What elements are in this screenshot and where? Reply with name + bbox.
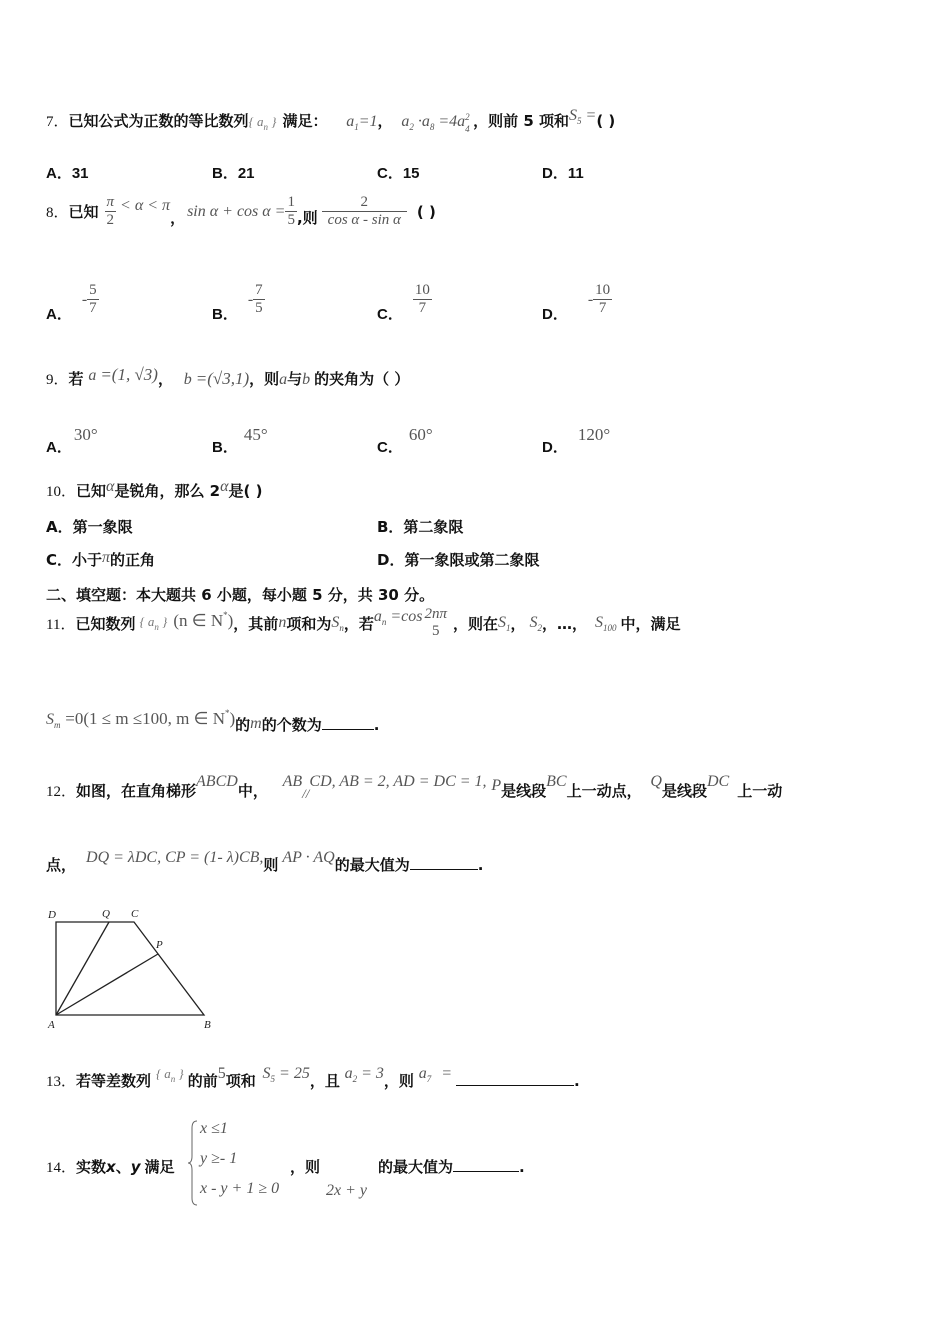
q14-tail: 的最大值为 . [378, 1158, 525, 1176]
q7-option-a[interactable]: A．31 [46, 165, 89, 182]
q10-text2: 是锐角，那么 2 [114, 482, 221, 500]
q9-vec-a: a =(1, √3) [88, 365, 158, 384]
q9-a2: a [279, 371, 288, 388]
q8-ineq: < α < π [120, 196, 171, 214]
q7-sep: ， [377, 112, 393, 130]
q10-text3: 是( ) [228, 482, 263, 500]
q9-text1: 若 [68, 370, 84, 388]
label-p: P [156, 939, 163, 951]
q8-paren: ( ) [416, 202, 436, 221]
q12-q: Q [650, 773, 662, 790]
q13-text2: 的前 [187, 1072, 218, 1090]
segment-ap [56, 954, 158, 1015]
q12-text1: 如图，在直角梯形 [76, 782, 197, 800]
q14-expr: 2x + y [326, 1182, 367, 1199]
q12-number: 12． [46, 784, 77, 800]
label-b: B [204, 1019, 211, 1031]
q11-number: 11． [46, 616, 76, 633]
q11-n: n [278, 614, 287, 631]
q14-constraint-2: y ≥- 1 [200, 1150, 238, 1167]
q14-constraint-1: x ≤1 [200, 1120, 228, 1137]
q13-text1: 若等差数列 [76, 1072, 152, 1090]
q13-line: 13．若等差数列 { $a_n$ } 的前5项和 $S_5 = 25$，且 $a_2 = 3$，则 $a_7$ = . [46, 1065, 580, 1090]
q12-text5: 是线段 [661, 782, 707, 800]
q14-y: y [130, 1158, 141, 1176]
q7-seq: { $a_n$ } [248, 114, 277, 132]
q11-Sm: $S_m$ [46, 711, 61, 730]
q14-line: 14．实数x、y 满足 [46, 1158, 175, 1176]
q12-lens: , AB = 2, AD = DC = 1, [331, 773, 487, 790]
q12-figure [44, 904, 224, 1034]
q9-option-d[interactable]: D．120° [542, 425, 611, 456]
q10-option-c[interactable]: C．小于π的正角 [46, 549, 156, 569]
q13-five: 5 [217, 1065, 226, 1082]
q11-text3: 项和为 [286, 614, 332, 633]
q11-text6: 中，满足 [620, 614, 681, 633]
q12-cd: CD [309, 773, 332, 790]
q11-line2-cond: =0(1 ≤ m ≤100, m ∈ N*) [65, 708, 236, 728]
q10-number: 10． [46, 484, 77, 500]
q8-text2: ,则 [296, 209, 318, 227]
q11-line1: 11． 已知数列 { $a_n$ } (n ∈ N*) ，其前 n 项和为 $S_n$ ，若 $a_n =\cos$ 2nπ 5 ，则在 $S_1$ ， $S_2$ ，…， $S_{100}$ 中，满足 [46, 606, 681, 639]
q9-text3: 与 [287, 370, 303, 388]
q13-text4: ，且 [309, 1072, 340, 1090]
q10-option-a[interactable]: A．第一象限 [46, 518, 133, 536]
q8-number: 8． [46, 205, 69, 221]
q13-text5: ，则 [383, 1072, 414, 1090]
q9-option-b[interactable]: B．45° [212, 425, 268, 456]
q11-line2: $S_m =0(1 \le m \le 100$, m ∈ N*)的m的个数为 . [46, 708, 380, 734]
q14-x: x [106, 1158, 116, 1176]
q11-text2: ，其前 [233, 614, 279, 633]
q8-option-c[interactable]: C． $\frac{10}{7}$ [377, 282, 430, 323]
q14-text1: 实数 [76, 1158, 107, 1176]
segment-aq [56, 922, 109, 1015]
q7-paren: ( ) [596, 112, 616, 130]
q12-p: P [491, 777, 502, 794]
q9-option-c[interactable]: C．60° [377, 425, 433, 456]
q13-seq: { $a_n$ } [155, 1066, 184, 1084]
q9-comma: ， [157, 370, 173, 388]
q11-S1: $S_1$ [498, 613, 511, 633]
q11-text7: 的 [235, 716, 251, 734]
q14-text2: 满足 [144, 1158, 175, 1176]
q12-text6: 上一动 [737, 782, 783, 800]
q13-number: 13． [46, 1074, 77, 1090]
q14-constraint-3: x - y + 1 ≥ 0 [200, 1180, 280, 1197]
q8-text1: 已知 [68, 203, 99, 221]
q11-cond: (n ∈ N*) [173, 609, 234, 630]
q12-bc: BC [546, 773, 567, 790]
q11-an: $a_n =\cos$ [373, 607, 423, 627]
q10-alpha2: α [220, 478, 229, 495]
q13-a2: $a_2 = 3$ [344, 1065, 384, 1084]
q7-option-d[interactable]: D．11 [542, 165, 584, 182]
q7-cond1: $a_1=1$ [346, 113, 378, 132]
q9-number: 9． [46, 372, 69, 388]
q7-text2: 满足： [282, 112, 328, 130]
label-q: Q [102, 908, 110, 920]
q14-number: 14． [46, 1160, 77, 1176]
q12-line2-expr: DQ = λDC, CP = (1- λ)CB, [86, 849, 264, 866]
label-d: D [48, 909, 56, 921]
q11-frac: 2nπ 5 [424, 606, 447, 639]
q7-text1: 已知公式为正数的等比数列 [68, 112, 249, 130]
q13-answer-blank[interactable] [456, 1073, 574, 1086]
q9-line [46, 365, 410, 389]
section2-title: 二、填空题：本大题共 6 小题，每小题 5 分，共 30 分。 [46, 586, 435, 604]
q7-sum: $S_5$ = [569, 107, 597, 126]
q12-answer-blank[interactable] [410, 857, 478, 870]
q7-option-b[interactable]: B．21 [212, 165, 255, 182]
q12-text2: 中， [237, 782, 268, 800]
label-c: C [131, 908, 139, 920]
q12-abcd: ABCD [196, 773, 238, 790]
q14-answer-blank[interactable] [453, 1159, 519, 1172]
q10-option-b[interactable]: B．第二象限 [377, 518, 464, 536]
q8-line [46, 194, 436, 229]
q8-frac2: $\frac{1}{5}$ [287, 194, 295, 228]
q11-text8: 的个数为 [261, 716, 322, 734]
q7-text3: ，则前 5 项和 [473, 112, 570, 130]
q9-vec-b: b =(√3,1) [183, 369, 250, 388]
q11-S2: $S_2$ [529, 613, 543, 633]
q11-answer-blank[interactable] [322, 717, 374, 730]
q12-ab: AB [282, 773, 303, 790]
q13-S5: $S_5 = 25$ [262, 1065, 310, 1084]
q11-S100: $S_{100}$ [595, 613, 617, 633]
q8-option-b[interactable]: B． - $\frac{7}{5}$ [212, 282, 263, 323]
q12-dc: DC [706, 773, 730, 790]
q11-seq: { $a_n$ } [139, 614, 168, 632]
q12-line2: 点， DQ = λDC, CP = (1- λ)CB,则 AP · AQ的最大值为 . [46, 849, 484, 874]
q8-comma: ， [170, 209, 186, 227]
q13-text3: 项和 [225, 1072, 256, 1090]
q10-alpha: α [106, 478, 115, 495]
q14-text3: ，则 [290, 1158, 321, 1176]
q10-option-d[interactable]: D．第一象限或第二象限 [377, 551, 540, 569]
q7-number: 7． [46, 114, 69, 130]
q12-text3: 是线段 [501, 782, 547, 800]
q8-frac3: $\frac{2}{\text{cos α - sin α}}$ [322, 194, 407, 229]
q8-expr: sin α + cos α = [187, 202, 286, 220]
q9-text2: ，则 [249, 370, 280, 388]
q12-line1: 12．如图，在直角梯形ABCD中， AB//CD, AB = 2, AD = DC = 1, P是线段BC上一动点， Q是线段DC上一动 [46, 773, 783, 801]
q11-text5: ，则在 [452, 614, 498, 633]
q14-system [188, 1118, 298, 1206]
q7-line [46, 107, 616, 134]
q9-option-a[interactable]: A．30° [46, 425, 98, 456]
q7-cond2: $a_2 \cdot a_8 =4a$ 2 4 [401, 112, 470, 134]
q12-line2-pre: 点， [46, 856, 77, 874]
q11-Sn: $S_n$ [331, 613, 344, 633]
q11-m: m [250, 715, 262, 732]
q13-a7: $a_7$ = [418, 1065, 453, 1084]
q12-text4: 上一动点， [566, 782, 642, 800]
q11-text1: 已知数列 [75, 614, 136, 633]
q7-option-c[interactable]: C．15 [377, 165, 420, 182]
q11-ellipsis: ，…， [542, 614, 588, 633]
brace-icon [188, 1120, 198, 1206]
q10-text1: 已知 [76, 482, 107, 500]
q8-option-a[interactable]: A． - $\frac{5}{7}$ [46, 282, 97, 323]
q8-option-d[interactable]: D． - $\frac{10}{7}$ [542, 282, 611, 323]
q11-text4: ，若 [343, 614, 374, 633]
q9-text4: 的夹角为（ ） [314, 370, 410, 388]
q8-frac1: $\frac{\pi}{2}$ [106, 194, 115, 228]
label-a: A [48, 1019, 55, 1031]
q12-dot-product: AP · AQ [282, 849, 335, 866]
q9-b2: b [302, 371, 311, 388]
q10-line [46, 480, 262, 501]
q14-text4: 的最大值为 [378, 1158, 454, 1176]
